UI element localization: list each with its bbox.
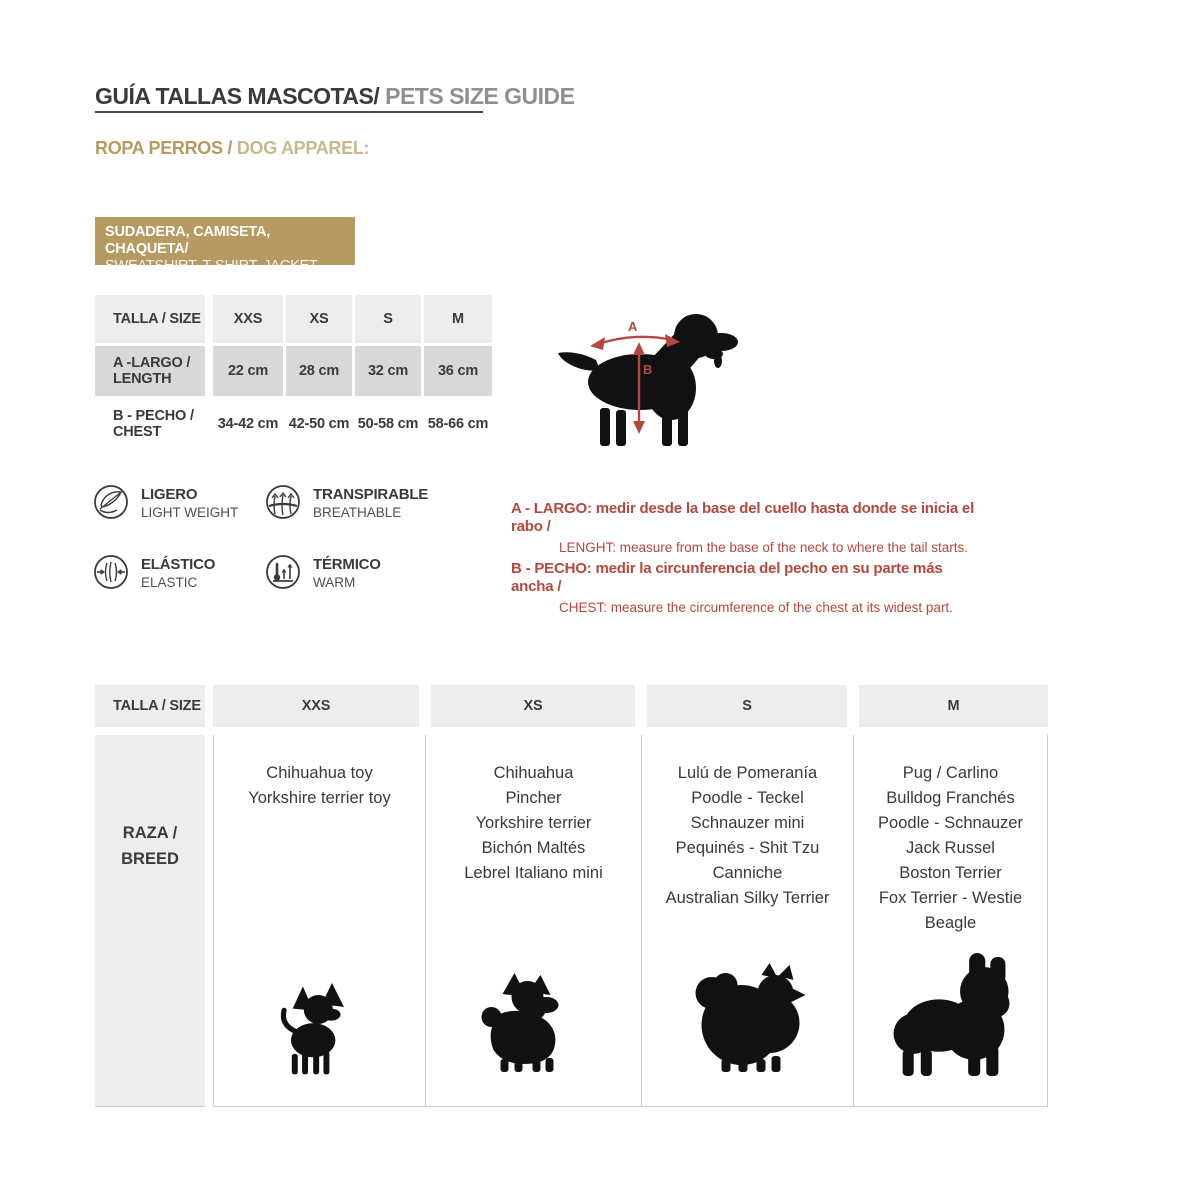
- thermometer-icon: [265, 554, 301, 590]
- breed-row-label-en: BREED: [121, 849, 179, 868]
- breed-item: Fox Terrier - Westie: [878, 889, 1023, 907]
- breed-list-xs: [426, 735, 641, 886]
- product-category-es: SUDADERA, CAMISETA, CHAQUETA/: [105, 224, 271, 257]
- length-xxs: 22 cm: [213, 346, 283, 396]
- feather-icon: [93, 484, 129, 520]
- title-underline: [95, 111, 483, 113]
- subtitle-en: DOG APPAREL:: [236, 138, 370, 158]
- chest-xxs: 34-42 cm: [217, 416, 279, 432]
- breed-item: Australian Silky Terrier: [665, 889, 830, 907]
- breed-table-header-m: M: [859, 685, 1048, 727]
- breed-item: Jack Russel: [906, 839, 995, 857]
- size-table-row-length-label: A -LARGO / LENGTH: [95, 346, 205, 396]
- length-xs: 28 cm: [286, 346, 352, 396]
- breed-column-xs: [425, 735, 641, 1107]
- note-largo-es: A - LARGO: medir desde la base del cuello hasta donde se inicia el rabo /: [511, 500, 975, 535]
- breed-item: Lebrel Italiano mini: [464, 864, 603, 882]
- breed-list-s: [642, 735, 853, 911]
- breed-item: Yorkshire terrier: [475, 814, 592, 832]
- breed-item: Lulú de Pomeranía: [677, 764, 818, 782]
- feature-label-es: ELÁSTICO: [141, 556, 216, 573]
- breed-column-s: [641, 735, 853, 1107]
- breed-row-label-es: RAZA /: [122, 823, 178, 842]
- feature-label-es: TÉRMICO: [313, 556, 381, 573]
- chest-m: 58-66 cm: [427, 416, 489, 432]
- size-table-header-xxs: XXS: [213, 295, 283, 343]
- subtitle-es: ROPA PERROS /: [95, 138, 237, 158]
- feature-breathable: [313, 486, 428, 521]
- breed-item: Poodle - Schnauzer: [878, 814, 1023, 832]
- breed-item: Pug / Carlino: [902, 764, 999, 782]
- length-m: 36 cm: [424, 346, 492, 396]
- note-pecho-es: B - PECHO: medir la circunferencia del pecho en su parte más ancha /: [511, 560, 943, 595]
- note-chest-en: CHEST: measure the circumference of the chest at its widest part.: [559, 600, 953, 615]
- breed-item: Canniche: [712, 864, 783, 882]
- feature-label-en: WARM: [313, 575, 356, 590]
- breed-item: Pequinés - Shit Tzu: [675, 839, 820, 857]
- breed-item: Beagle: [924, 914, 977, 932]
- breed-item: Pincher: [505, 789, 562, 807]
- breed-table-header-xs: XS: [431, 685, 635, 727]
- size-table-header-m: M: [424, 295, 492, 343]
- breathable-icon: [265, 484, 301, 520]
- product-category-en: SWEATSHIRT, T-SHIRT, JACKET: [105, 258, 318, 274]
- yorkshire-silhouette: [478, 973, 588, 1073]
- breed-list-xxs: [214, 735, 425, 811]
- pomeranian-silhouette: [682, 963, 810, 1073]
- measurement-diagram: [552, 298, 752, 453]
- page-title: [95, 83, 574, 110]
- size-table-row-chest-label: B - PECHO / CHEST: [113, 408, 194, 440]
- product-category-box: [95, 217, 355, 274]
- feature-label-es: LIGERO: [141, 486, 198, 503]
- feature-label-en: ELASTIC: [141, 575, 198, 590]
- size-table-header-label: TALLA / SIZE: [95, 295, 205, 343]
- breed-table-header-xxs: XXS: [213, 685, 419, 727]
- labrador-silhouette: [552, 298, 752, 453]
- breed-item: Chihuahua toy: [266, 764, 373, 782]
- diagram-label-b: B: [643, 362, 653, 377]
- breed-item: Boston Terrier: [899, 864, 1002, 882]
- length-s: 32 cm: [355, 346, 421, 396]
- chest-xs: 42-50 cm: [288, 416, 350, 432]
- breed-column-xxs: [213, 735, 425, 1107]
- feature-label-es: TRANSPIRABLE: [313, 486, 429, 503]
- breed-item: Chihuahua: [493, 764, 574, 782]
- breed-item: Bichón Maltés: [481, 839, 586, 857]
- page-subtitle: [95, 138, 369, 159]
- breed-item: Schnauzer mini: [690, 814, 805, 832]
- breed-row-label: [95, 735, 205, 1107]
- feature-label-en: BREATHABLE: [313, 505, 402, 520]
- size-table-header-s: S: [355, 295, 421, 343]
- breed-item: Yorkshire terrier toy: [248, 789, 391, 807]
- feature-light-weight: [141, 486, 238, 521]
- breed-table-header-label: TALLA / SIZE: [95, 685, 205, 727]
- size-table-header-xs: XS: [286, 295, 352, 343]
- note-length-en: LENGHT: measure from the base of the neck to where the tail starts.: [559, 540, 968, 555]
- feature-elastic: [141, 556, 215, 591]
- chest-s: 50-58 cm: [357, 416, 419, 432]
- feature-warm: [313, 556, 381, 591]
- chihuahua-silhouette: [277, 983, 363, 1077]
- breed-table-header-s: S: [647, 685, 847, 727]
- page-title-en: PETS SIZE GUIDE: [379, 83, 575, 109]
- measurement-notes: [511, 500, 981, 620]
- page-title-es: GUÍA TALLAS MASCOTAS/: [95, 83, 380, 109]
- breed-item: Poodle - Teckel: [691, 789, 804, 807]
- feature-label-en: LIGHT WEIGHT: [141, 505, 239, 520]
- diagram-label-a: A: [628, 319, 638, 334]
- breed-column-m: [853, 735, 1048, 1107]
- breed-list-m: [854, 735, 1047, 936]
- elastic-icon: [93, 554, 129, 590]
- french-bulldog-silhouette: [882, 951, 1016, 1077]
- breed-item: Bulldog Franchés: [886, 789, 1015, 807]
